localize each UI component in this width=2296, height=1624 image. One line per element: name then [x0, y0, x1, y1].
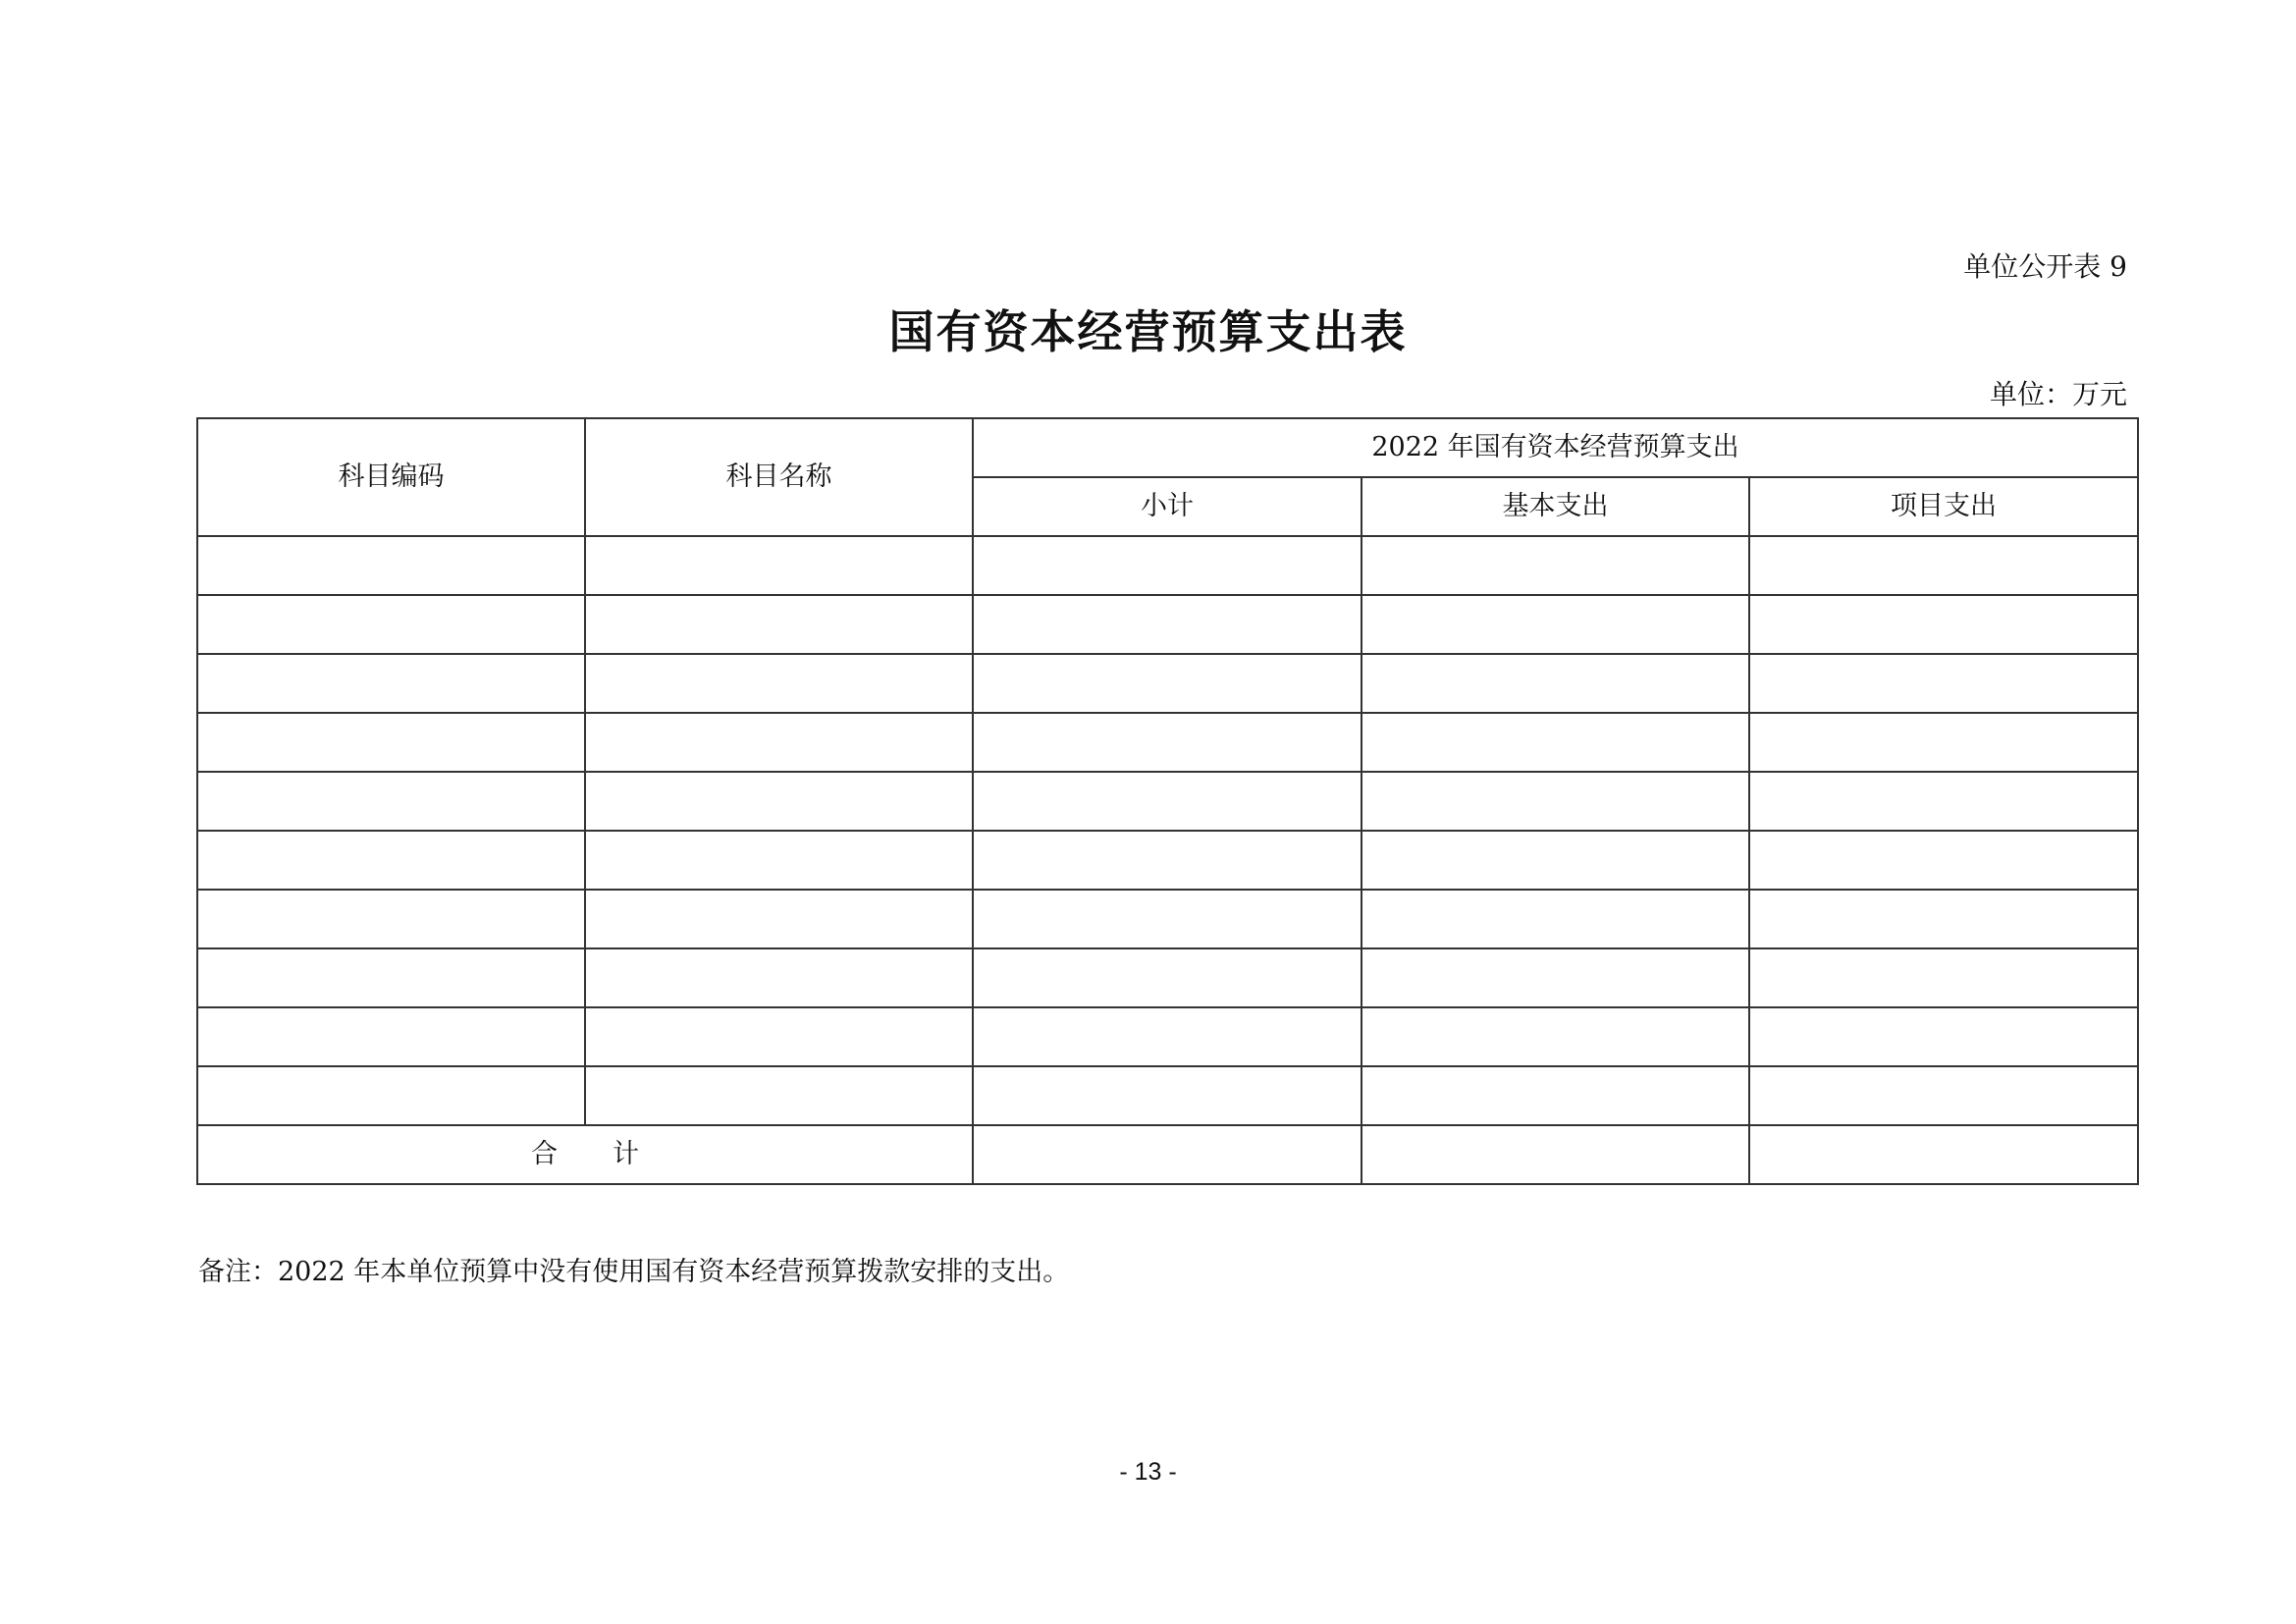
cell-basic: [1362, 948, 1749, 1007]
cell-name: [585, 1066, 973, 1125]
cell-subtotal: [973, 948, 1362, 1007]
table-row: [197, 890, 2138, 948]
total-project: [1749, 1125, 2138, 1184]
cell-basic: [1362, 713, 1749, 772]
table-number-label: 单位公开表 9: [1963, 250, 2127, 283]
cell-code: [197, 536, 585, 595]
header-name: 科目名称: [585, 418, 973, 536]
cell-project: [1749, 713, 2138, 772]
cell-project: [1749, 890, 2138, 948]
cell-project: [1749, 1066, 2138, 1125]
cell-basic: [1362, 654, 1749, 713]
header-basic: 基本支出: [1362, 477, 1749, 536]
table-header-row: [197, 418, 2138, 477]
table-row: [197, 948, 2138, 1007]
total-label: 合计: [197, 1125, 973, 1184]
cell-name: [585, 831, 973, 890]
cell-subtotal: [973, 1007, 1362, 1066]
cell-code: [197, 1066, 585, 1125]
cell-name: [585, 713, 973, 772]
cell-project: [1749, 595, 2138, 654]
cell-subtotal: [973, 536, 1362, 595]
remark-note: 备注：2022 年本单位预算中没有使用国有资本经营预算拨款安排的支出。: [198, 1257, 1070, 1287]
cell-subtotal: [973, 713, 1362, 772]
cell-basic: [1362, 595, 1749, 654]
cell-subtotal: [973, 831, 1362, 890]
table-row: [197, 654, 2138, 713]
cell-subtotal: [973, 595, 1362, 654]
cell-basic: [1362, 831, 1749, 890]
table-row: [197, 772, 2138, 831]
cell-name: [585, 948, 973, 1007]
cell-code: [197, 1007, 585, 1066]
cell-code: [197, 713, 585, 772]
cell-code: [197, 831, 585, 890]
cell-project: [1749, 1007, 2138, 1066]
cell-name: [585, 772, 973, 831]
table-total-row: [197, 1125, 2138, 1184]
cell-basic: [1362, 536, 1749, 595]
cell-project: [1749, 654, 2138, 713]
table-row: [197, 713, 2138, 772]
cell-project: [1749, 831, 2138, 890]
cell-project: [1749, 536, 2138, 595]
header-group: 2022 年国有资本经营预算支出: [973, 418, 2138, 477]
cell-code: [197, 595, 585, 654]
cell-basic: [1362, 1007, 1749, 1066]
cell-code: [197, 948, 585, 1007]
cell-subtotal: [973, 890, 1362, 948]
header-subtotal: 小计: [973, 477, 1362, 536]
cell-project: [1749, 772, 2138, 831]
cell-subtotal: [973, 772, 1362, 831]
cell-name: [585, 536, 973, 595]
cell-project: [1749, 948, 2138, 1007]
cell-name: [585, 890, 973, 948]
cell-name: [585, 595, 973, 654]
table-row: [197, 1007, 2138, 1066]
table-row: [197, 1066, 2138, 1125]
cell-code: [197, 772, 585, 831]
total-basic: [1362, 1125, 1749, 1184]
cell-basic: [1362, 890, 1749, 948]
cell-subtotal: [973, 1066, 1362, 1125]
header-code: 科目编码: [197, 418, 585, 536]
unit-label: 单位：万元: [1989, 378, 2127, 410]
cell-name: [585, 654, 973, 713]
table-row: [197, 831, 2138, 890]
total-subtotal: [973, 1125, 1362, 1184]
table-row: [197, 536, 2138, 595]
page-number: - 13 -: [1119, 1458, 1177, 1486]
header-project: 项目支出: [1749, 477, 2138, 536]
cell-code: [197, 890, 585, 948]
cell-code: [197, 654, 585, 713]
budget-table: [196, 417, 2139, 1185]
table-row: [197, 595, 2138, 654]
cell-basic: [1362, 1066, 1749, 1125]
cell-subtotal: [973, 654, 1362, 713]
document-title: 国有资本经营预算支出表: [888, 305, 1408, 358]
cell-name: [585, 1007, 973, 1066]
cell-basic: [1362, 772, 1749, 831]
